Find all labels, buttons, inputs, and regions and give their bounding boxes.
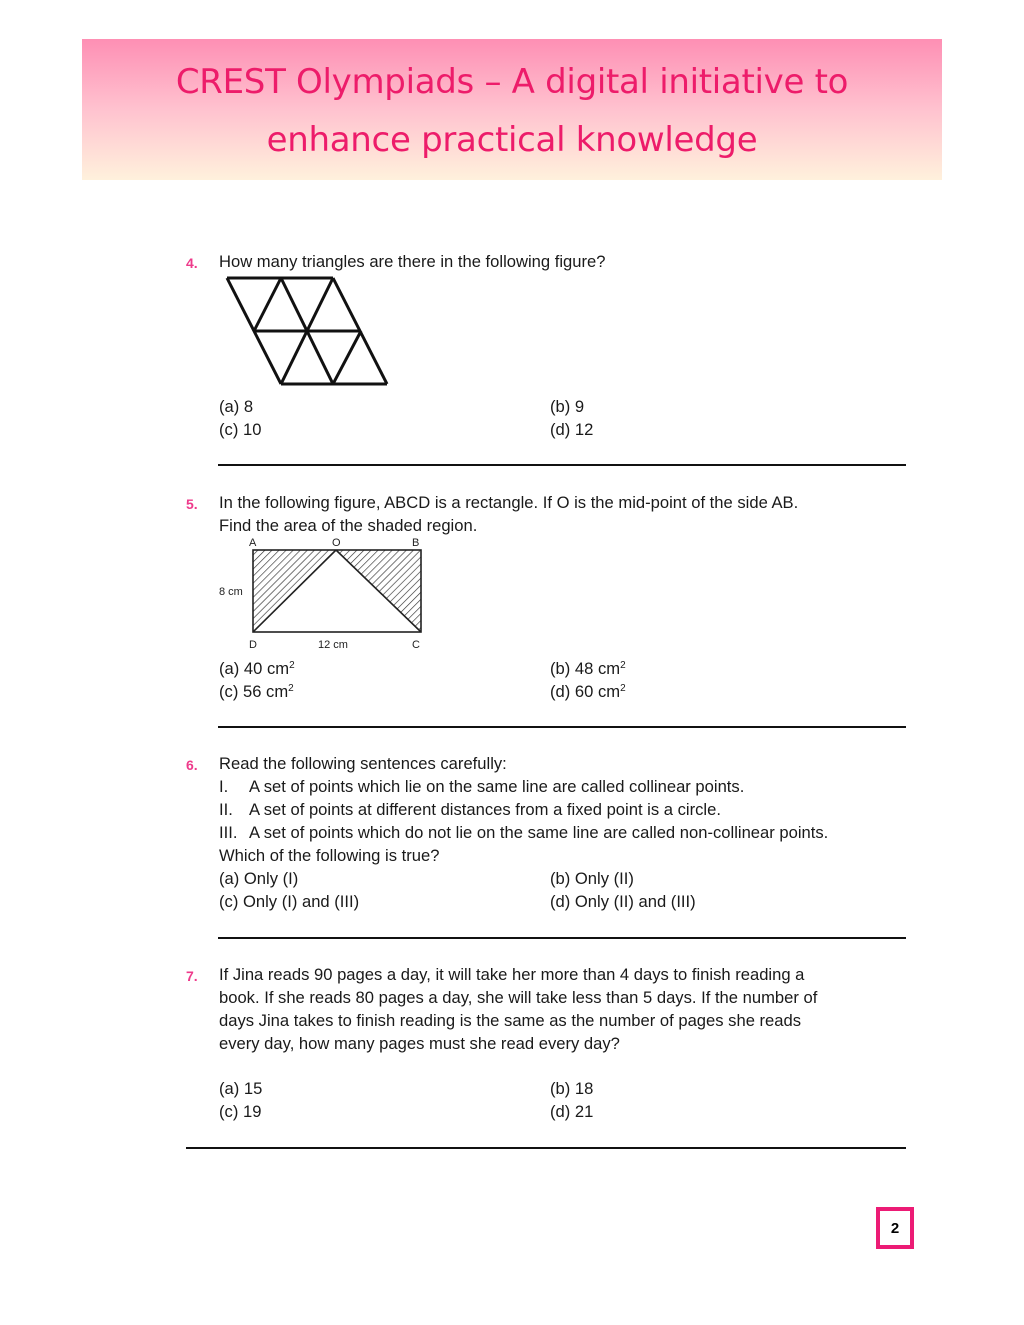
option-c: (c) 56 $cm^2$	[219, 682, 294, 701]
question-number: 5.	[186, 496, 198, 512]
divider	[218, 937, 906, 939]
question-line-1: If Jina reads 90 pages a day, it will take her more than 4 days to finish reading a	[219, 965, 805, 984]
question-number: 6.	[186, 757, 198, 773]
label-c: C	[412, 639, 420, 651]
option-d: (d) 21	[550, 1102, 594, 1121]
option-a: (a) 40 $cm^2$	[219, 659, 295, 678]
page-number: 2	[890, 1219, 900, 1237]
question-text	[219, 491, 906, 537]
triangles-figure	[219, 274, 394, 392]
rectangle-figure	[216, 535, 428, 653]
question-text	[219, 250, 906, 273]
divider	[186, 1147, 906, 1149]
question-number: 7.	[186, 968, 198, 984]
question-5	[186, 491, 906, 711]
option-a: (a) 15	[219, 1079, 263, 1098]
question-text	[219, 752, 906, 867]
statement-1: I. A set of points which lie on the same line are called collinear points.	[219, 777, 745, 796]
option-d: (d) Only (II) and (III)	[550, 892, 696, 911]
option-c: (c) 10	[219, 420, 262, 439]
label-a: A	[249, 537, 257, 549]
title-line-1: CREST Olympiads – A digital initiative to	[175, 62, 849, 102]
question-prompt: How many triangles are there in the following figure?	[219, 252, 606, 271]
question-prompt: Which of the following is true?	[219, 846, 440, 865]
option-a: (a) Only (I)	[219, 869, 299, 888]
question-number: 4.	[186, 255, 198, 271]
option-b: (b) 9	[550, 397, 585, 416]
label-o: O	[332, 537, 341, 549]
option-c: (c) 19	[219, 1102, 262, 1121]
option-d: (d) 60 $cm^2$	[550, 682, 626, 701]
option-b: (b) 48 $cm^2$	[550, 659, 626, 678]
header-banner	[82, 39, 942, 180]
divider	[218, 464, 906, 466]
label-d: D	[249, 639, 257, 651]
option-b: (b) Only (II)	[550, 869, 634, 888]
option-a: (a) 8	[219, 397, 254, 416]
question-line-3: days Jina takes to finish reading is the same as the number of pages she reads	[219, 1011, 802, 1030]
question-prompt-line-1: In the following figure, ABCD is a rectangle. If O is the mid-point of the side AB.	[219, 493, 799, 512]
question-intro: Read the following sentences carefully:	[219, 754, 507, 773]
question-7	[186, 963, 906, 1133]
label-height: 8 cm	[219, 586, 243, 598]
question-line-2: book. If she reads 80 pages a day, she will take less than 5 days. If the number of	[219, 988, 818, 1007]
statement-3: III. A set of points which do not lie on the same line are called non-collinear points.	[219, 823, 829, 842]
question-prompt-line-2: Find the area of the shaded region.	[219, 516, 478, 535]
label-width: 12 cm	[318, 639, 348, 651]
page-title	[82, 53, 942, 169]
question-line-4: every day, how many pages must she read every day?	[219, 1034, 620, 1053]
option-d: (d) 12	[550, 420, 594, 439]
page-number-box	[876, 1207, 914, 1249]
question-text	[219, 963, 906, 1055]
title-line-2: enhance practical knowledge	[266, 120, 758, 160]
divider	[218, 726, 906, 728]
statement-2: II. A set of points at different distances from a fixed point is a circle.	[219, 800, 721, 819]
label-b: B	[412, 537, 420, 549]
question-6	[186, 752, 906, 922]
question-4	[186, 250, 906, 450]
option-b: (b) 18	[550, 1079, 594, 1098]
option-c: (c) Only (I) and (III)	[219, 892, 360, 911]
